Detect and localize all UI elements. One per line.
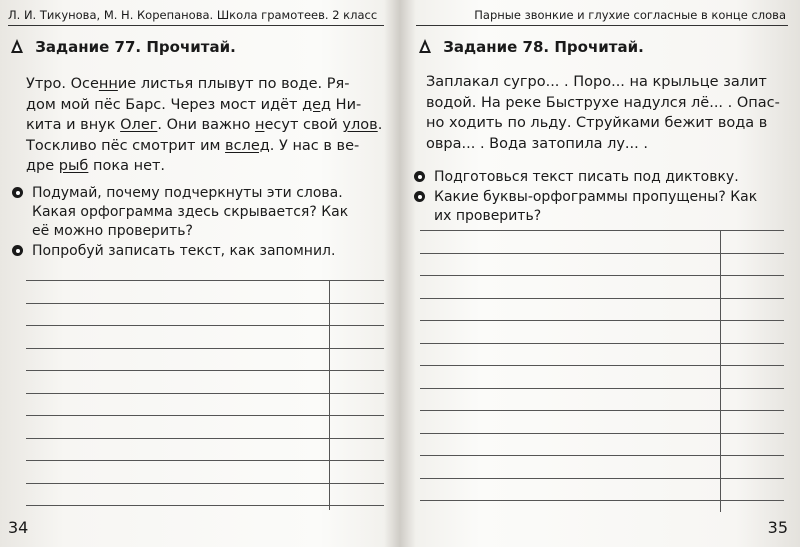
writing-rule [26, 325, 384, 326]
question-bullet-icon [414, 191, 425, 202]
text-segment: дом мой пёс Барс. Через мост идёт [26, 96, 303, 113]
task-instruction: Прочитай. [554, 38, 644, 56]
margin-line [720, 230, 721, 512]
task-label: Задание [443, 38, 518, 56]
task-triangle-icon [418, 38, 432, 54]
right-page [402, 0, 800, 547]
text-segment: есут свой [264, 117, 343, 133]
writing-rule [26, 483, 384, 484]
text-segment: . У нас в ве- [269, 137, 360, 154]
question-1 [414, 168, 739, 187]
writing-rule [420, 275, 784, 276]
text-line [426, 113, 784, 134]
question-2 [12, 242, 335, 261]
text-segment: дре [26, 158, 59, 174]
question-line: их проверить? [434, 208, 542, 224]
writing-rule [26, 505, 384, 506]
text-segment: Тоскливо пёс смотрит им [26, 137, 226, 154]
reading-text [26, 74, 386, 177]
question-line: Подумай, почему подчеркнуты эти слова. [32, 185, 343, 201]
question-bullet-icon [12, 245, 23, 256]
writing-rule [420, 365, 784, 366]
header-rule [8, 25, 384, 26]
question-2 [414, 188, 757, 226]
text-line [426, 134, 784, 155]
underlined-word: улов [342, 117, 378, 133]
writing-rule [26, 415, 384, 416]
question-line: её можно проверить? [32, 223, 193, 239]
underlined-word: вслед [225, 137, 270, 154]
page-number: 34 [8, 518, 29, 537]
task-heading [10, 38, 236, 56]
text-segment: овра... . Вода затопила лу... . [426, 135, 648, 152]
writing-lines[interactable] [420, 230, 784, 512]
task-number: 78. [522, 38, 550, 56]
writing-rule [420, 298, 784, 299]
margin-line [329, 280, 330, 510]
writing-rule [420, 320, 784, 321]
task-label: Задание [35, 38, 110, 56]
task-instruction: Прочитай. [146, 38, 236, 56]
text-line [426, 93, 784, 114]
writing-rule [420, 478, 784, 479]
page-header: Парные звонкие и глухие согласные в конце слова [474, 8, 786, 22]
writing-rule [26, 303, 384, 304]
text-segment: . Они важно [157, 117, 255, 133]
page-number: 35 [767, 518, 788, 537]
writing-rule [420, 500, 784, 501]
writing-rule [26, 348, 384, 349]
question-bullet-icon [414, 171, 425, 182]
writing-lines[interactable] [26, 280, 384, 510]
writing-rule [26, 393, 384, 394]
text-line [26, 74, 386, 95]
underlined-word: Олег [120, 117, 158, 133]
question-line: Подготовься текст писать под диктовку. [434, 169, 739, 185]
task-heading [418, 38, 644, 56]
text-line [426, 72, 784, 93]
text-segment: кита и внук [26, 117, 121, 133]
text-segment: Утро. Осе [26, 76, 99, 92]
text-segment: . [377, 117, 383, 133]
task-number: 77. [114, 38, 142, 56]
writing-rule [26, 370, 384, 371]
underlined-word: нн [98, 76, 118, 92]
writing-rule [26, 438, 384, 439]
text-segment: но ходить по льду. Струйками бежит вода в [426, 115, 768, 131]
text-segment: водой. На реке Быструхе надулся лё... . Опас- [426, 94, 780, 111]
text-segment: Ни- [331, 96, 362, 113]
left-page [0, 0, 398, 547]
writing-rule [26, 280, 384, 281]
writing-rule [420, 433, 784, 434]
question-bullet-icon [12, 187, 23, 198]
text-line [26, 95, 386, 116]
writing-rule [420, 253, 784, 254]
text-segment: ие листья плывут по воде. Ря- [117, 76, 350, 92]
question-line: Какие буквы-орфограммы пропущены? Как [434, 189, 758, 205]
writing-rule [420, 455, 784, 456]
text-line [26, 115, 386, 136]
page-header: Л. И. Тикунова, М. Н. Корепанова. Школа грамотеев. 2 класс [8, 8, 378, 22]
writing-rule [420, 410, 784, 411]
text-line [26, 156, 386, 177]
reading-text [426, 72, 784, 154]
question-1 [12, 184, 348, 241]
header-rule [416, 25, 788, 26]
text-line [26, 136, 386, 157]
writing-rule [420, 388, 784, 389]
writing-rule [420, 230, 784, 231]
underlined-word: н [254, 117, 265, 133]
question-line: Попробуй записать текст, как запомнил. [32, 243, 336, 259]
writing-rule [420, 343, 784, 344]
task-triangle-icon [10, 38, 24, 54]
text-segment: пока нет. [88, 158, 166, 174]
writing-rule [26, 460, 384, 461]
question-line: Какая орфограмма здесь скрывается? Как [32, 204, 349, 220]
text-segment: Заплакал сугро... . Поро... на крыльце залит [426, 74, 767, 90]
underlined-word: рыб [58, 158, 89, 174]
underlined-word: дед [302, 96, 332, 113]
